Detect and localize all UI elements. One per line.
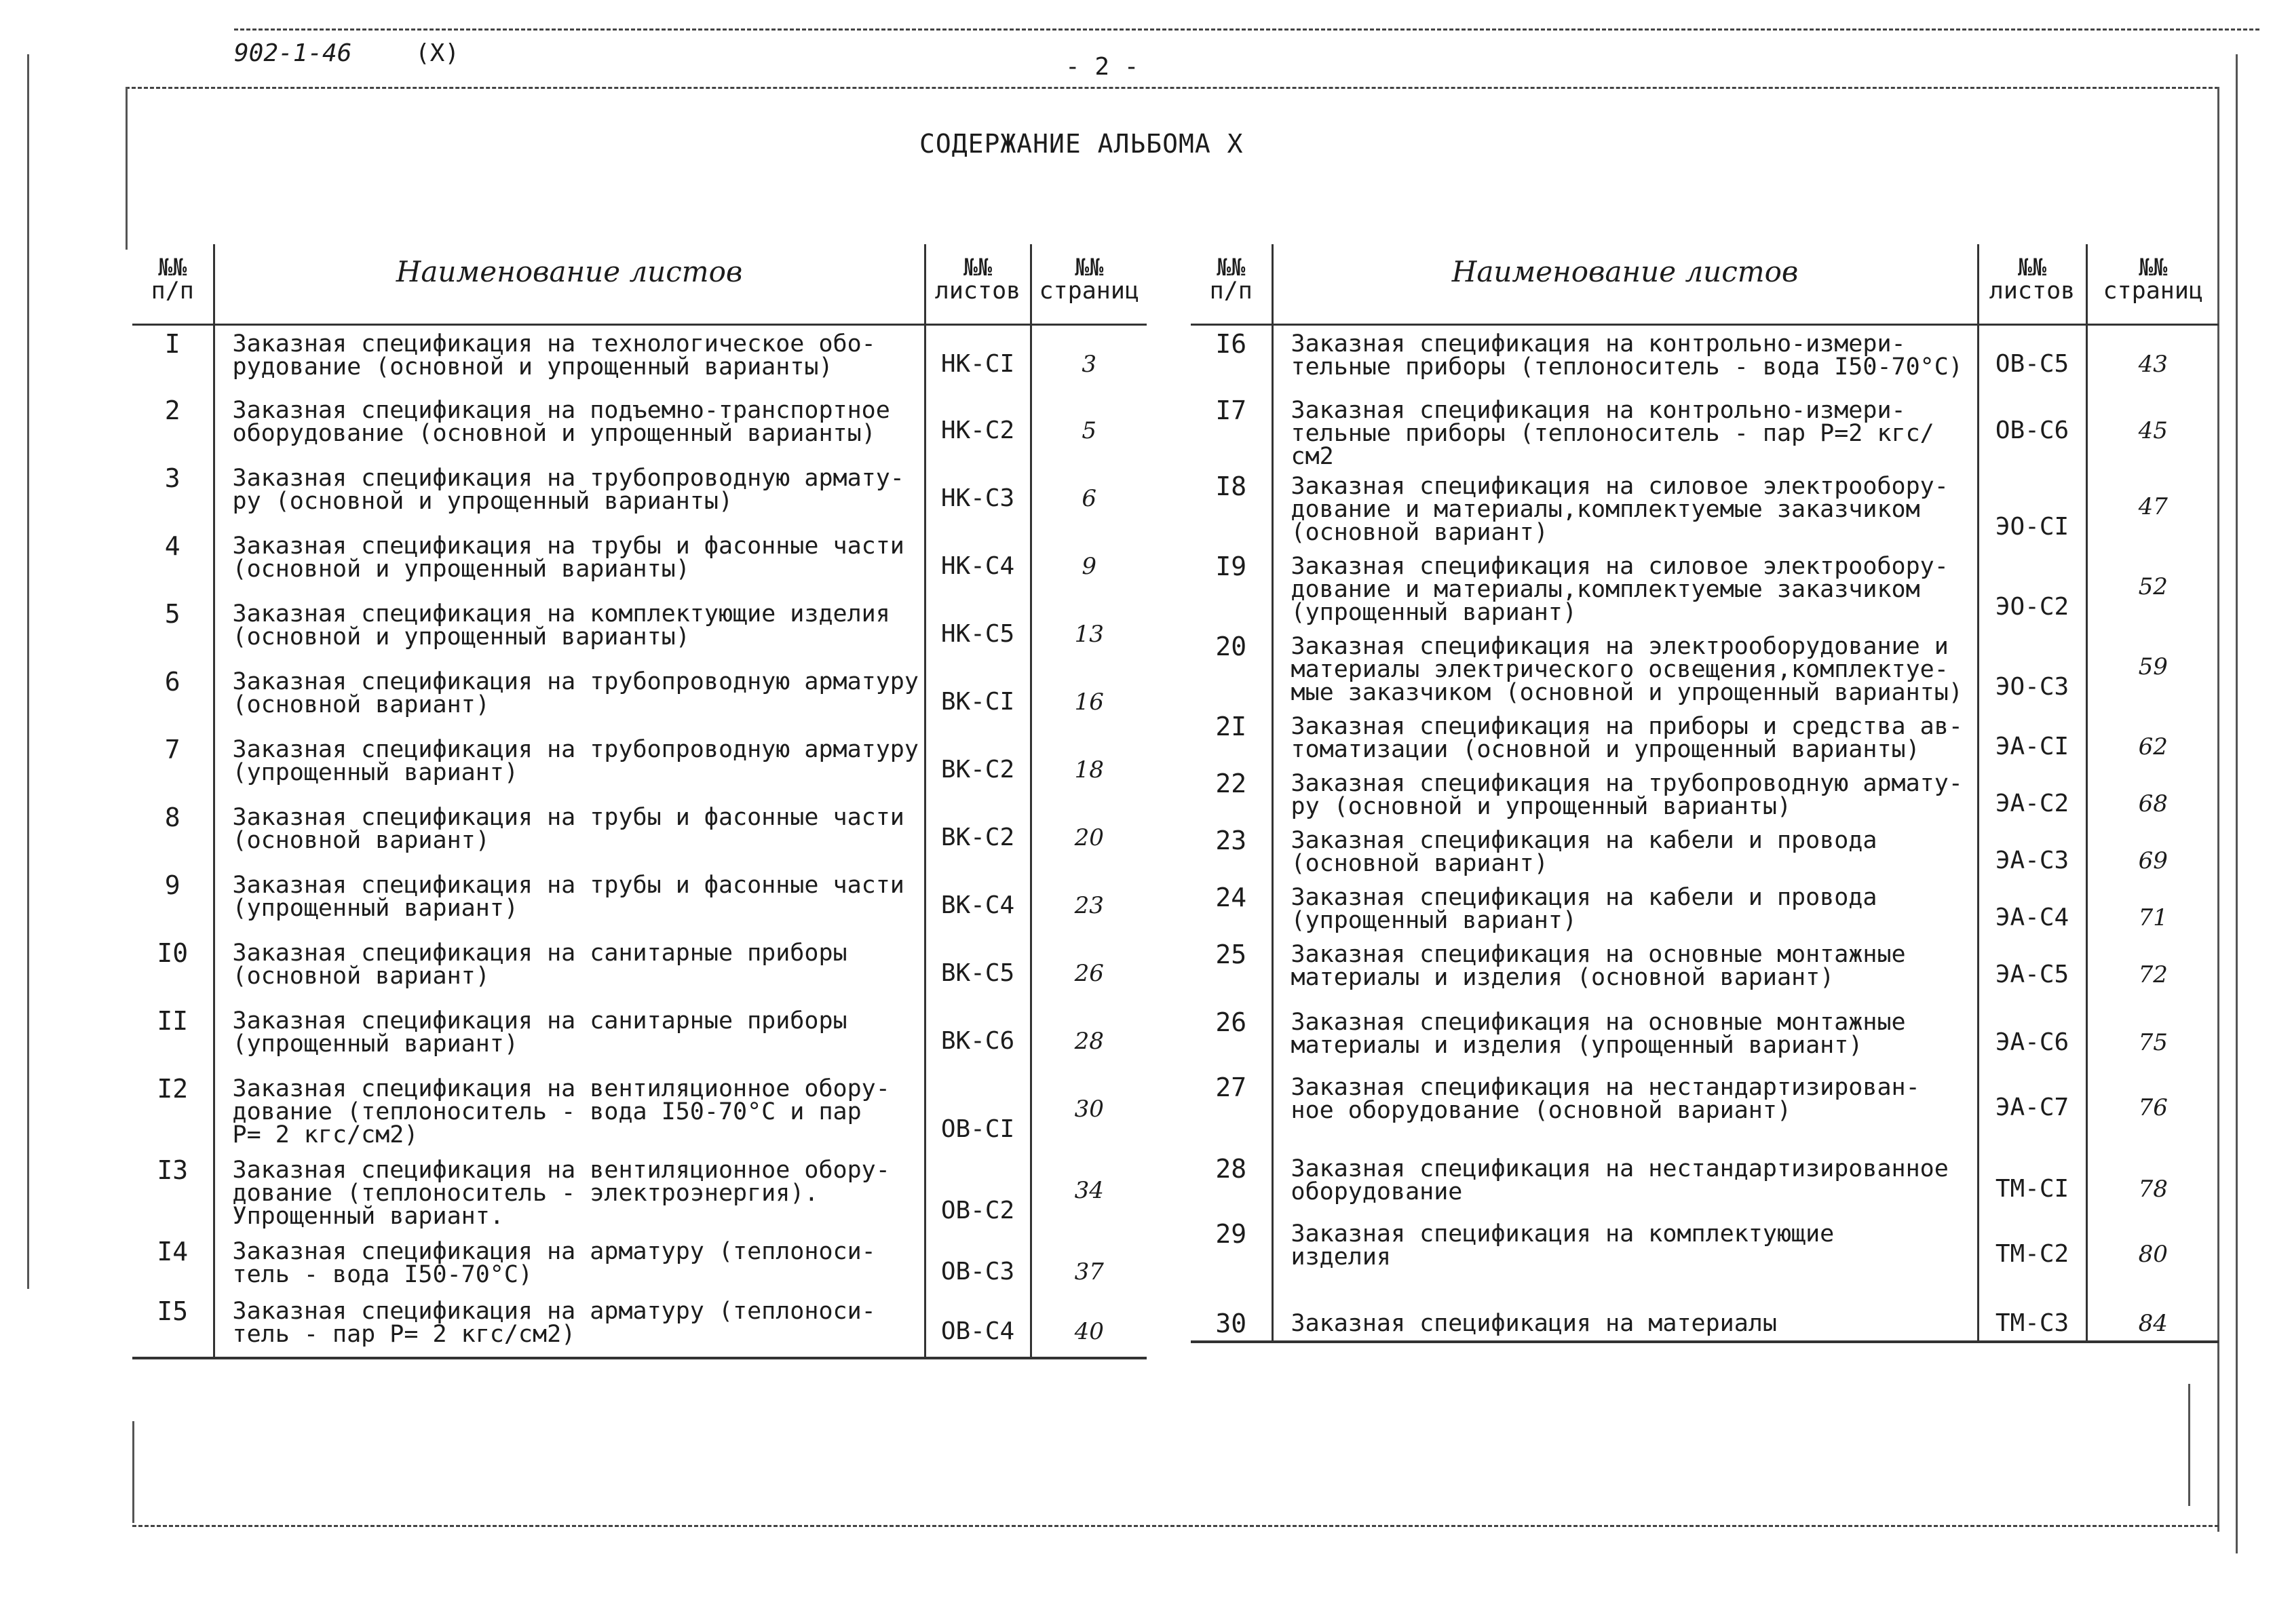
- table-row: [132, 392, 1147, 460]
- table-row: [132, 1233, 1147, 1293]
- table-row: [132, 460, 1147, 528]
- table-row: [1191, 1004, 2219, 1069]
- table-row: [132, 324, 1147, 392]
- column-header-sheets: №№ листов: [925, 244, 1031, 324]
- row-page: 43: [2086, 324, 2219, 392]
- row-name: Заказная спецификация на трубопроводную армату- ру (основной и упрощенный варианты): [1272, 765, 1978, 822]
- row-sheet: ЭА-С7: [1978, 1069, 2086, 1151]
- table-row: [132, 935, 1147, 1003]
- row-num: I8: [1215, 471, 1247, 501]
- table-row: [1191, 936, 2219, 1004]
- row-name: Заказная спецификация на трубы и фасонные части (основной вариант): [214, 799, 925, 867]
- row-num: 29: [1215, 1219, 1247, 1249]
- table-row: [1191, 1216, 2219, 1283]
- row-name: Заказная спецификация на кабели и провода (основной вариант): [1272, 822, 1978, 879]
- row-page: 6: [1031, 460, 1147, 528]
- row-sheet: ЭО-CI: [1978, 468, 2086, 548]
- table-row: [1191, 879, 2219, 936]
- row-page: 45: [2086, 392, 2219, 468]
- row-sheet: ЭО-С3: [1978, 628, 2086, 708]
- table-row: [1191, 392, 2219, 468]
- table-row: [132, 799, 1147, 867]
- row-page: 18: [1031, 731, 1147, 799]
- row-name: Заказная спецификация на нестандартизирован- ное оборудование (основной вариант): [1272, 1069, 1978, 1151]
- table-row: [1191, 468, 2219, 548]
- frame-right-inner-line: [2188, 1384, 2190, 1506]
- row-sheet: ЭА-CI: [1978, 708, 2086, 765]
- contents-table-right: [1191, 244, 2219, 1343]
- row-name: Заказная спецификация на приборы и средства ав- томатизации (основной и упрощенный варианты): [1272, 708, 1978, 765]
- row-page: 75: [2086, 1004, 2219, 1069]
- row-num: 27: [1215, 1072, 1247, 1102]
- row-name: Заказная спецификация на контрольно-измери- тельные приборы (теплоноситель - пар Р=2 кгс/см2: [1272, 392, 1978, 468]
- row-name: Заказная спецификация на технологическое обо- рудование (основной и упрощенный варианты): [214, 324, 925, 392]
- table-header-row: [1191, 244, 2219, 324]
- row-name: Заказная спецификация на материалы: [1272, 1283, 1978, 1342]
- row-name: Заказная спецификация на электрооборудование и материалы электрического освещения,комплектуе- мые заказчиком (основной и упрощенный варианты): [1272, 628, 1978, 708]
- row-sheet: ТМ-CI: [1978, 1151, 2086, 1216]
- row-num: 5: [164, 599, 180, 629]
- table-row: [132, 867, 1147, 935]
- row-page: 30: [1031, 1070, 1147, 1152]
- row-name: Заказная спецификация на силовое электрообору- дование и материалы,комплектуемые заказчиком (основной вариант): [1272, 468, 1978, 548]
- row-name: Заказная спецификация на основные монтажные материалы и изделия (основной вариант): [1272, 936, 1978, 1004]
- row-num: 20: [1215, 632, 1247, 661]
- row-page: 80: [2086, 1216, 2219, 1283]
- row-page: 62: [2086, 708, 2219, 765]
- row-name: Заказная спецификация на кабели и провода (упрощенный вариант): [1272, 879, 1978, 936]
- page-number: - 2 -: [1065, 53, 1139, 81]
- contents-table-left: [132, 244, 1147, 1359]
- column-header-pages: №№ страниц: [1031, 244, 1147, 324]
- row-page: 5: [1031, 392, 1147, 460]
- table-row: [1191, 324, 2219, 392]
- frame-left-line: [126, 87, 128, 250]
- row-sheet: ВК-С4: [925, 867, 1031, 935]
- table-row: [132, 528, 1147, 596]
- row-page: 13: [1031, 596, 1147, 663]
- row-page: 9: [1031, 528, 1147, 596]
- row-name: Заказная спецификация на вентиляционное обору- дование (теплоноситель - вода I50-70°С и пар Р= 2 кгс/см2): [214, 1070, 925, 1152]
- row-num: I2: [157, 1074, 189, 1104]
- row-page: 59: [2086, 628, 2219, 708]
- row-num: I6: [1215, 328, 1247, 359]
- table-row: [132, 1070, 1147, 1152]
- row-num: I5: [132, 1293, 214, 1358]
- table-row: [132, 1152, 1147, 1233]
- row-page: 78: [2086, 1151, 2219, 1216]
- row-sheet: ЭА-С3: [1978, 822, 2086, 879]
- table-row: [1191, 765, 2219, 822]
- row-sheet: ТМ-С2: [1978, 1216, 2086, 1283]
- row-num: 26: [1215, 1007, 1247, 1037]
- row-sheet: НК-С5: [925, 596, 1031, 663]
- row-num: I: [164, 328, 180, 359]
- table-row: [132, 596, 1147, 663]
- row-sheet: ЭА-С5: [1978, 936, 2086, 1004]
- row-sheet: НК-С3: [925, 460, 1031, 528]
- row-name: Заказная спецификация на нестандартизированное оборудование: [1272, 1151, 1978, 1216]
- row-num: I3: [157, 1155, 189, 1185]
- row-page: 76: [2086, 1069, 2219, 1151]
- row-page: 37: [1031, 1233, 1147, 1293]
- row-name: Заказная спецификация на основные монтажные материалы и изделия (упрощенный вариант): [1272, 1004, 1978, 1069]
- margin-line-right: [2236, 54, 2238, 1553]
- row-page: 23: [1031, 867, 1147, 935]
- row-sheet: ВК-CI: [925, 663, 1031, 731]
- row-sheet: ЭА-С4: [1978, 879, 2086, 936]
- row-name: Заказная спецификация на санитарные приборы (основной вариант): [214, 935, 925, 1003]
- row-num: I9: [1215, 552, 1247, 581]
- row-sheet: ВК-С5: [925, 935, 1031, 1003]
- row-sheet: ЭА-С2: [1978, 765, 2086, 822]
- row-num: I7: [1215, 395, 1247, 425]
- row-num: 9: [164, 870, 180, 900]
- table-row: [132, 663, 1147, 731]
- row-num: II: [157, 1006, 189, 1036]
- table-header-row: [132, 244, 1147, 324]
- row-page: 3: [1031, 324, 1147, 392]
- row-num: I0: [157, 938, 189, 968]
- row-name: Заказная спецификация на арматуру (теплоноси- тель - вода I50-70°С): [214, 1233, 925, 1293]
- row-num: I4: [157, 1237, 189, 1267]
- row-name: Заказная спецификация на комплектующие изделия (основной и упрощенный варианты): [214, 596, 925, 663]
- table-row: [132, 1003, 1147, 1070]
- row-num: 30: [1191, 1283, 1272, 1342]
- row-name: Заказная спецификация на контрольно-измери- тельные приборы (теплоноситель - вода I50-70°С): [1272, 324, 1978, 392]
- table-row: [1191, 548, 2219, 628]
- table-row: [1191, 1069, 2219, 1151]
- frame-top-line: [126, 87, 2219, 89]
- row-page: 72: [2086, 936, 2219, 1004]
- row-page: 52: [2086, 548, 2219, 628]
- table-row: [1191, 822, 2219, 879]
- table-row: [1191, 628, 2219, 708]
- row-sheet: ОВ-CI: [925, 1070, 1031, 1152]
- row-sheet: НК-CI: [925, 324, 1031, 392]
- table-row: [1191, 1151, 2219, 1216]
- row-sheet: ВК-С2: [925, 731, 1031, 799]
- column-header-pages: №№ страниц: [2086, 244, 2219, 324]
- frame-bottom-line: [132, 1525, 2219, 1527]
- row-name: Заказная спецификация на подъемно-транспортное оборудование (основной и упрощенный варианты): [214, 392, 925, 460]
- row-num: 8: [164, 803, 180, 832]
- row-page: 34: [1031, 1152, 1147, 1233]
- table-row: [132, 1293, 1147, 1358]
- row-sheet: ОВ-С3: [925, 1233, 1031, 1293]
- row-name: Заказная спецификация на силовое электрообору- дование и материалы,комплектуемые заказчиком (упрощенный вариант): [1272, 548, 1978, 628]
- row-page: 84: [2086, 1283, 2219, 1342]
- table-row: [132, 731, 1147, 799]
- row-sheet: ЭО-С2: [1978, 548, 2086, 628]
- row-name: Заказная спецификация на трубопроводную арматуру (упрощенный вариант): [214, 731, 925, 799]
- document-code: 902-1-46: [234, 39, 352, 67]
- row-sheet: НК-С4: [925, 528, 1031, 596]
- row-num: 7: [164, 735, 180, 765]
- row-name: Заказная спецификация на трубопроводную армату- ру (основной и упрощенный варианты): [214, 460, 925, 528]
- column-header-name: Наименование листов: [1272, 244, 1978, 324]
- row-name: Заказная спецификация на трубы и фасонные части (упрощенный вариант): [214, 867, 925, 935]
- row-num: 4: [164, 531, 180, 561]
- row-sheet: ОВ-С6: [1978, 392, 2086, 468]
- row-num: 6: [164, 667, 180, 697]
- row-page: 28: [1031, 1003, 1147, 1070]
- row-sheet: НК-С2: [925, 392, 1031, 460]
- row-page: 71: [2086, 879, 2219, 936]
- column-header-num: №№ п/п: [1209, 254, 1253, 305]
- row-num: 24: [1215, 883, 1247, 912]
- table-row: [1191, 708, 2219, 765]
- row-page: 47: [2086, 468, 2219, 548]
- row-name: Заказная спецификация на комплектующие изделия: [1272, 1216, 1978, 1283]
- row-sheet: ТМ-С3: [1978, 1283, 2086, 1342]
- row-sheet: ОВ-С4: [925, 1293, 1031, 1358]
- row-num: 2I: [1215, 712, 1247, 741]
- row-page: 20: [1031, 799, 1147, 867]
- row-page: 40: [1031, 1293, 1147, 1358]
- row-page: 16: [1031, 663, 1147, 731]
- row-sheet: ВК-С6: [925, 1003, 1031, 1070]
- row-page: 26: [1031, 935, 1147, 1003]
- row-name: Заказная спецификация на вентиляционное обору- дование (теплоноситель - электроэнергия). Упрощенный вариант.: [214, 1152, 925, 1233]
- row-num: 2: [164, 395, 180, 425]
- row-sheet: ОВ-С5: [1978, 324, 2086, 392]
- row-sheet: ЭА-С6: [1978, 1004, 2086, 1069]
- margin-line: [27, 54, 29, 1289]
- row-num: 22: [1215, 769, 1247, 798]
- row-name: Заказная спецификация на арматуру (теплоноси- тель - пар Р= 2 кгс/см2): [214, 1293, 925, 1358]
- document-variant: (Х): [415, 39, 460, 67]
- row-name: Заказная спецификация на трубопроводную арматуру (основной вариант): [214, 663, 925, 731]
- row-num: 28: [1215, 1154, 1247, 1184]
- column-header-sheets: №№ листов: [1978, 244, 2086, 324]
- top-rule: [234, 28, 2259, 31]
- table-row: [1191, 1283, 2219, 1342]
- row-page: 69: [2086, 822, 2219, 879]
- row-num: 3: [164, 463, 180, 493]
- column-header-name: Наименование листов: [214, 244, 925, 324]
- row-sheet: ВК-С2: [925, 799, 1031, 867]
- row-sheet: ОВ-С2: [925, 1152, 1031, 1233]
- row-num: 25: [1215, 940, 1247, 969]
- row-name: Заказная спецификация на санитарные приборы (упрощенный вариант): [214, 1003, 925, 1070]
- row-name: Заказная спецификация на трубы и фасонные части (основной и упрощенный варианты): [214, 528, 925, 596]
- row-num: 23: [1215, 826, 1247, 855]
- page-title: СОДЕРЖАНИЕ АЛЬБОМА Х: [919, 129, 1244, 159]
- column-header-num: №№ п/п: [151, 254, 194, 305]
- frame-left-bottom-line: [132, 1421, 134, 1523]
- row-page: 68: [2086, 765, 2219, 822]
